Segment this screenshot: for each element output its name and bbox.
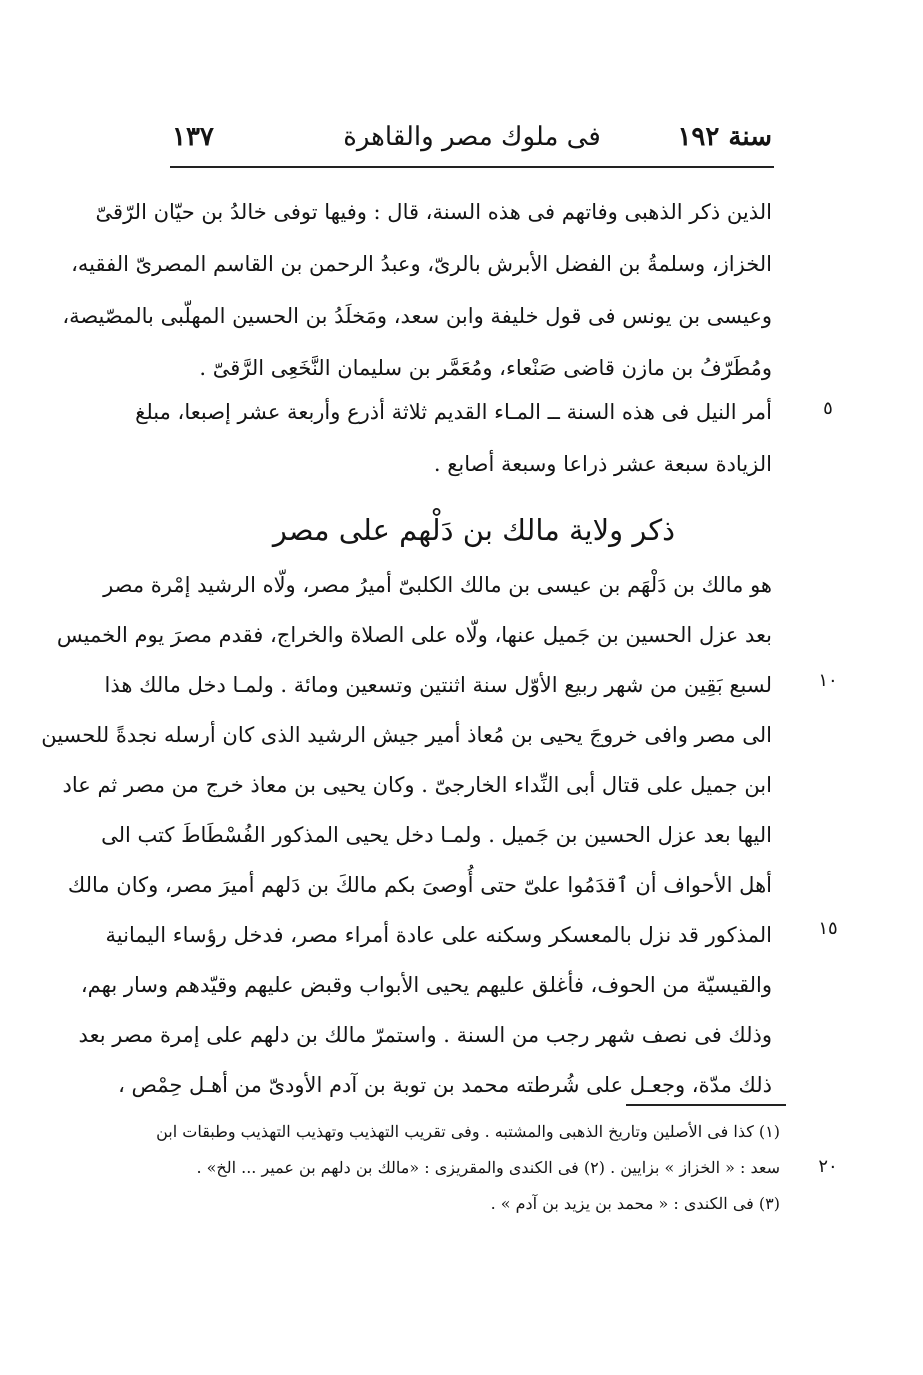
- paragraph-malik: [41, 560, 772, 1110]
- section-heading: ذكر ولاية مالك بن دَلْهم على مصر: [272, 513, 676, 547]
- text-line: الزيادة سبعة عشر ذراعا وسبعة أصابع .: [433, 452, 772, 476]
- text-line: والقيسيّة من الحوف، فأغلق عليهم يحيى الأبواب وقبض عليهم وقيّدهم وسار بهم،: [80, 973, 772, 997]
- text-line: لسبع بَقِين من شهر ربيع الأوّل سنة اثنتين وتسعين ومائة . ولمـا دخل مالك هذا: [104, 673, 772, 697]
- header-year: سنة ١٩٢: [677, 122, 772, 152]
- header-title: فى ملوك مصر والقاهرة: [343, 122, 601, 152]
- margin-line-number: ٥: [823, 398, 833, 419]
- text-line: الخزاز، وسلمةُ بن الفضل الأبرش بالرىّ، وعبدُ الرحمن بن القاسم المصرىّ الفقيه،: [71, 252, 772, 276]
- text-line: أمر النيل فى هذه السنة ــ المـاء القديم ثلاثة أذرع وأربعة عشر إصبعا، مبلغ: [135, 400, 772, 424]
- text-line: الذين ذكر الذهبى وفاتهم فى هذه السنة، قال : وفيها توفى خالدُ بن حيّان الرّقىّ: [95, 200, 772, 224]
- paragraph-nile: [135, 386, 772, 490]
- text-line: وعيسى بن يونس فى قول خليفة وابن سعد، ومَخلَدُ بن الحسين المهلّبى بالمصّيصة،: [62, 304, 772, 328]
- margin-line-number: ١٠: [818, 670, 838, 691]
- running-header: [172, 118, 772, 162]
- text-line: الى مصر وافى خروجَ يحيى بن مُعاذ أمير جيش الرشيد الذى كان أرسله نجدةً للحسين: [41, 723, 772, 747]
- margin-line-number: ١٥: [818, 918, 838, 939]
- text-line: أهل الأحواف أن ٱقدَمُوا علىّ حتى أُوصىَ بكم مالكَ بن دَلهم أميرَ مصر، وكان مالك: [67, 873, 772, 897]
- text-line: اليها بعد عزل الحسين بن جَميل . ولمـا دخل يحيى المذكور الفُسْطَاطَ كتب الى: [101, 823, 772, 847]
- text-line: المذكور قد نزل بالمعسكر وسكنه على عادة أمراء مصر، فدخل رؤساء اليمانية: [105, 923, 772, 947]
- footnote-line: (٣) فى الكندى : « محمد بن يزيد بن آدم » .: [490, 1194, 780, 1213]
- text-line: بعد عزل الحسين بن جَميل عنها، ولّاه على الصلاة والخراج، فقدم مصرَ يوم الخميس: [56, 623, 772, 647]
- text-line: ذلك مدّة، وجعـل على شُرطته محمد بن توبة بن آدم الأودىّ من أهـل حِمْص ،: [118, 1073, 772, 1097]
- text-line: وذلك فى نصف شهر رجب من السنة . واستمرّ مالك بن دلهم على إمرة مصر بعد: [78, 1023, 772, 1047]
- margin-line-number: ٢٠: [818, 1156, 838, 1177]
- header-page-number: ١٣٧: [172, 122, 214, 152]
- text-line: ابن جميل على قتال أبى النِّداء الخارجىّ . وكان يحيى بن معاذ خرج من مصر ثم عاد: [62, 773, 772, 797]
- footnote-rule: [626, 1104, 786, 1106]
- text-line: ومُطَرّفُ بن مازن قاضى صَنْعاء، ومُعَمَّر بن سليمان النَّخَعِى الرَّقىّ .: [199, 356, 772, 380]
- footnote-line: سعد : « الخزاز » بزايين . (٢) فى الكندى والمقريزى : «مالك بن دلهم بن عمير ... الخ» .: [196, 1158, 780, 1177]
- footnotes: [156, 1114, 780, 1222]
- text-line: هو مالك بن دَلْهَم بن عيسى بن مالك الكلبىّ أميرُ مصر، ولّاه الرشيد إمْرة مصر: [103, 573, 772, 597]
- header-rule: [170, 166, 774, 168]
- paragraph-deaths: [62, 186, 772, 394]
- footnote-line: (١) كذا فى الأصلين وتاريخ الذهبى والمشتبه . وفى تقريب التهذيب وتهذيب التهذيب وطبقات ابن: [156, 1122, 780, 1141]
